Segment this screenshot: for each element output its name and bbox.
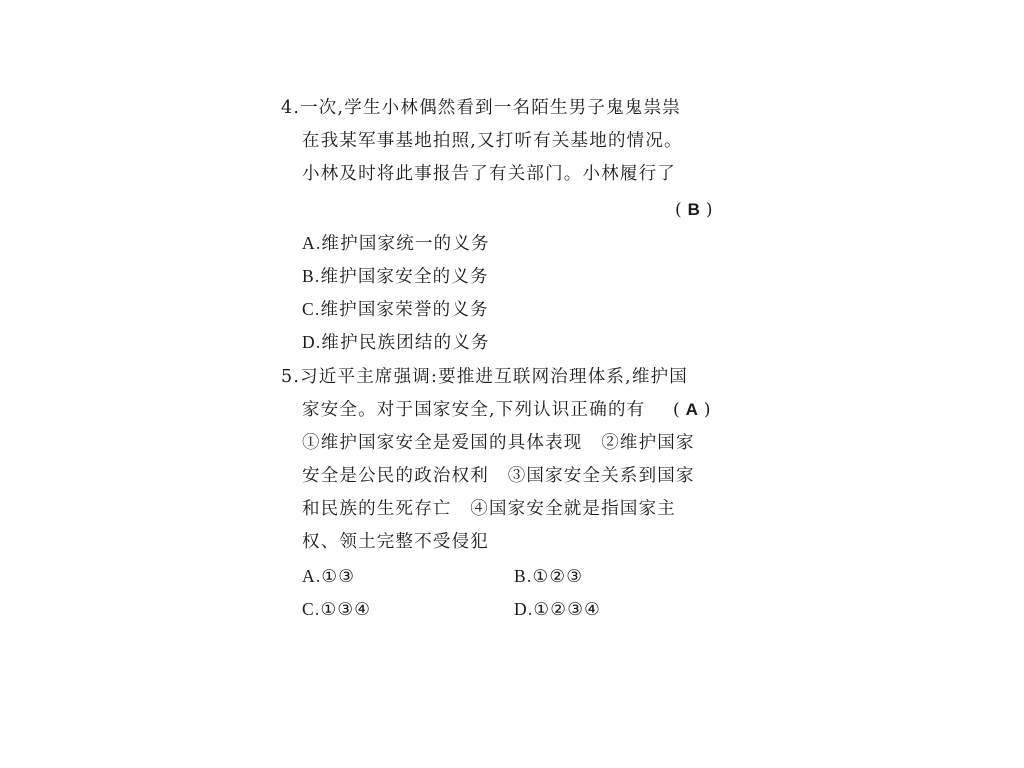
question-4-line-2: 在我某军事基地拍照,又打听有关基地的情况。 [302, 131, 683, 151]
question-4-option-d: D.维护民族团结的义务 [302, 332, 490, 353]
question-5-answer-letter: A [685, 400, 698, 419]
question-5-line-1 [281, 365, 688, 389]
question-5-option-d: D.①②③④ [514, 599, 601, 620]
question-4-answer: ( B ) [675, 200, 713, 220]
question-5-stem-1: 习近平主席强调:要推进互联网治理体系,维护国 [300, 367, 688, 387]
question-5-statement-2: 安全是公民的政治权利 ③国家安全关系到国家 [302, 466, 695, 486]
question-5-number: 5. [281, 367, 301, 387]
question-5-stem-2: 家安全。对于国家安全,下列认识正确的有 [302, 400, 646, 420]
question-5-option-a: A.①③ [302, 566, 356, 587]
question-5-statement-3: 和民族的生死存亡 ④国家安全就是指国家主 [302, 499, 676, 519]
question-4-answer-letter: B [687, 200, 700, 219]
question-4-option-b: B.维护国家安全的义务 [302, 266, 489, 287]
question-5-option-c: C.①③④ [302, 599, 372, 620]
question-4-option-c: C.维护国家荣誉的义务 [302, 299, 489, 320]
question-4-number: 4. [281, 98, 301, 118]
question-5-answer: ( A ) [673, 400, 711, 420]
question-5-statement-4: 权、领土完整不受侵犯 [302, 532, 489, 552]
question-4-stem-1: 一次,学生小林偶然看到一名陌生男子鬼鬼祟祟 [300, 98, 681, 118]
question-5-statement-1: ①维护国家安全是爱国的具体表现 ②维护国家 [302, 433, 695, 453]
question-4-option-a: A.维护国家统一的义务 [302, 233, 490, 254]
question-4-line-3: 小林及时将此事报告了有关部门。小林履行了 [302, 164, 676, 184]
question-5-line-2 [302, 398, 645, 422]
question-5-option-b: B.①②③ [514, 566, 584, 587]
question-4-line-1 [281, 96, 681, 120]
